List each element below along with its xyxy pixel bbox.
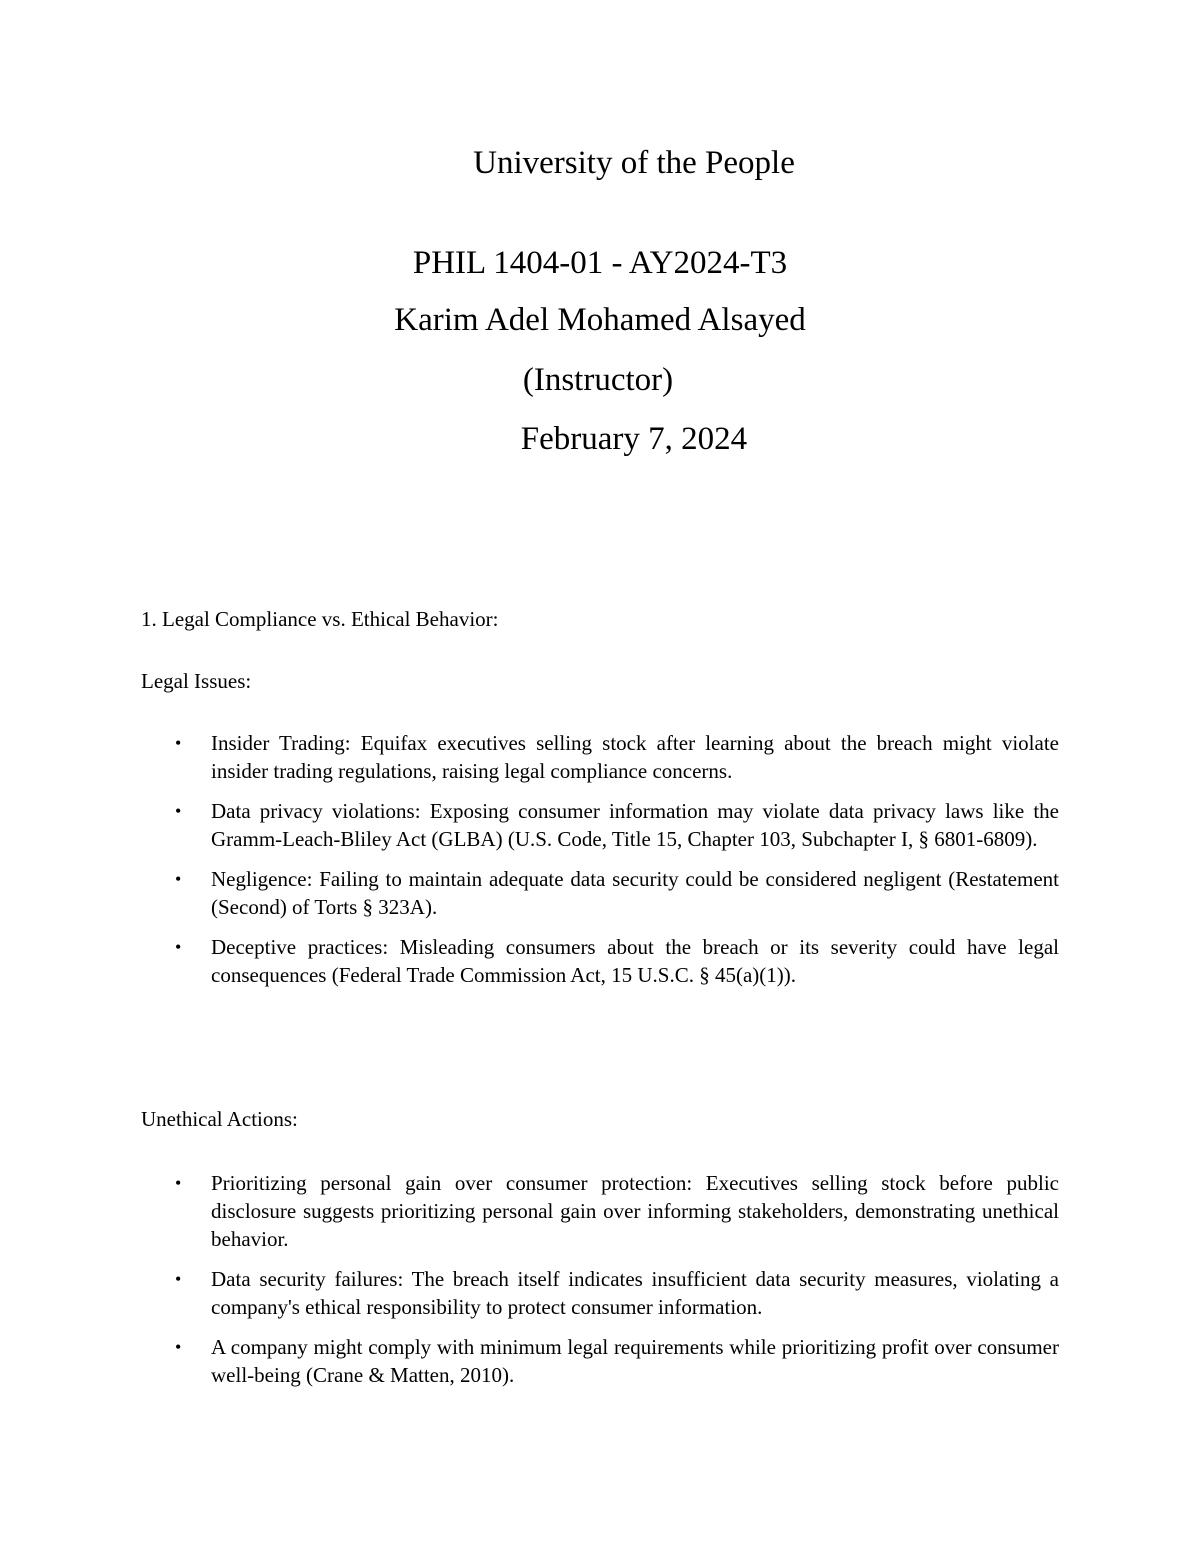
list-item — [141, 1169, 1059, 1253]
list-item — [141, 1333, 1059, 1389]
list-item-text: A company might comply with minimum legal requirements while prioritizing profit over consumer well-being (Crane & Matten, 2010). — [211, 1335, 1059, 1387]
legal-issues-list — [141, 729, 1059, 1001]
document-date: February 7, 2024 — [520, 421, 748, 457]
bullet-icon: • — [175, 937, 182, 957]
list-item-text: Prioritizing personal gain over consumer protection: Executives selling stock before public disclosure suggests prioritizing personal gain over informing stakeholders, demonstrating unethical behavior. — [211, 1171, 1059, 1251]
unethical-actions-heading: Unethical Actions: — [141, 1107, 298, 1131]
bullet-icon: • — [175, 1337, 182, 1357]
list-item — [141, 865, 1059, 921]
university-title: University of the People — [473, 145, 795, 181]
list-item-text: Deceptive practices: Misleading consumers about the breach or its severity could have legal consequences (Federal Trade Commission Act, 15 U.S.C. § 45(a)(1)). — [211, 935, 1059, 987]
legal-issues-heading: Legal Issues: — [141, 669, 252, 693]
course-code: PHIL 1404-01 - AY2024-T3 — [412, 245, 788, 281]
instructor-role: (Instructor) — [522, 362, 674, 398]
section-heading: 1. Legal Compliance vs. Ethical Behavior: — [141, 607, 499, 631]
bullet-icon: • — [175, 733, 182, 753]
list-item — [141, 729, 1059, 785]
instructor-name: Karim Adel Mohamed Alsayed — [394, 302, 806, 338]
list-item — [141, 933, 1059, 989]
list-item — [141, 1265, 1059, 1321]
bullet-icon: • — [175, 1269, 182, 1289]
bullet-icon: • — [175, 869, 182, 889]
bullet-icon: • — [175, 1173, 182, 1193]
bullet-icon: • — [175, 801, 182, 821]
list-item — [141, 797, 1059, 853]
list-item-text: Data security failures: The breach itself indicates insufficient data security measures, violating a company's ethical responsibility to protect consumer information. — [211, 1267, 1059, 1319]
list-item-text: Data privacy violations: Exposing consumer information may violate data privacy laws like the Gramm-Leach-Bliley Act (GLBA) (U.S. Code, Title 15, Chapter 103, Subchapter I, § 6801-6809). — [211, 799, 1059, 851]
unethical-actions-list — [141, 1169, 1059, 1401]
list-item-text: Negligence: Failing to maintain adequate data security could be considered negligent (Restatement (Second) of Torts § 323A). — [211, 867, 1059, 919]
list-item-text: Insider Trading: Equifax executives selling stock after learning about the breach might violate insider trading regulations, raising legal compliance concerns. — [211, 731, 1059, 783]
